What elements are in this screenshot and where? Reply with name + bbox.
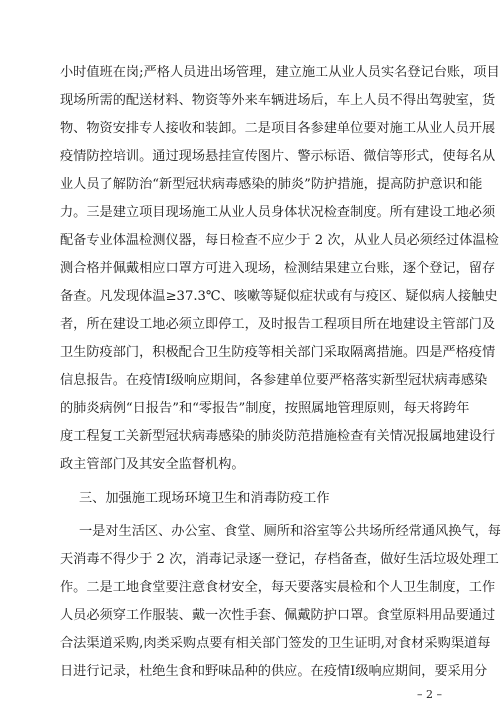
paragraph-line: 物、物资安排专人接收和装卸。二是项目各参建单位要对施工从业人员开展 [60, 121, 496, 136]
paragraph-line: 现场所需的配送材料、物资等外来车辆进场后，车上人员不得出驾驶室，货 [60, 93, 496, 108]
paragraph-line: 者，所在建设工地必须立即停工，及时报告工程项目所在地建设主管部门及 [60, 317, 496, 332]
paragraph-line: 的肺炎病例“日报告”和“零报告”制度，按照属地管理原则，每天将跨年 [60, 401, 470, 416]
paragraph-line: 度工程复工关新型冠状病毒感染的肺炎防范措施检查有关情况报属地建设行 [60, 429, 496, 444]
paragraph-line: 卫生防疫部门，积极配合卫生防疫等相关部门采取隔离措施。四是严格疫情 [60, 345, 496, 360]
paragraph-line: 小时值班在岗;严格人员进出场管理，建立施工从业人员实名登记台账，项目 [60, 65, 500, 80]
paragraph-line: 政主管部门及其安全监督机构。 [60, 457, 245, 472]
paragraph-line: 人员必须穿工作服装、戴一次性手套、佩戴防护口罩。食堂原料用品要通过 [60, 608, 496, 623]
paragraph-line: 作。二是工地食堂要注意食材安全，每天要落实晨检和个人卫生制度，工作 [60, 580, 496, 595]
paragraph-line: 天消毒不得少于 2 次，消毒记录逐一登记，存档备查，做好生活垃圾处理工 [60, 552, 499, 567]
paragraph-line: 信息报告。在疫情Ⅰ级响应期间，各参建单位要严格落实新型冠状病毒感染 [60, 373, 488, 388]
paragraph-line: 合法渠道采购,肉类采购点要有相关部门签发的卫生证明,对食材采购渠道每 [60, 636, 491, 651]
paragraph-line: 疫情防控培训。通过现场悬挂宣传图片、警示标语、微信等形式，使每名从 [60, 149, 496, 164]
paragraph-line: 一是对生活区、办公室、食堂、厕所和浴室等公共场所经常通风换气，每 [79, 524, 501, 539]
paragraph-line: 备查。凡发现体温≥37.3℃、咳嗽等疑似症状或有与疫区、疑似病人接触史 [60, 289, 498, 304]
paragraph-line: 力。三是建立项目现场施工从业人员身体状况检查制度。所有建设工地必须 [60, 205, 496, 220]
paragraph-line: 业人员了解防治“新型冠状病毒感染的肺炎”防护措施，提高防护意识和能 [60, 177, 483, 192]
page-number: – 2 – [417, 688, 442, 701]
paragraph-line: 测合格并佩戴相应口罩方可进入现场，检测结果建立台账，逐个登记，留存 [60, 261, 496, 276]
paragraph-line: 配备专业体温检测仪器，每日检查不应少于 2 次，从业人员必须经过体温检 [60, 233, 499, 248]
paragraph-line: 日进行记录，杜绝生食和野味品种的供应。在疫情Ⅰ级响应期间，要采用分 [60, 664, 488, 679]
section-heading: 三、加强施工现场环境卫生和消毒防疫工作 [79, 491, 330, 506]
